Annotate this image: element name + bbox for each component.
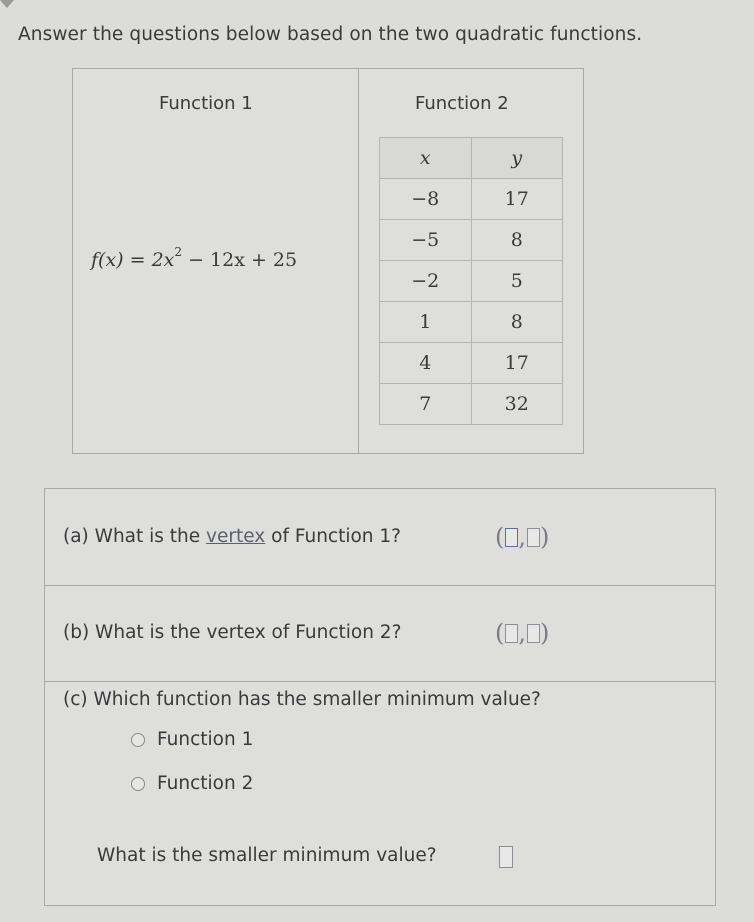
table-header-x: x — [380, 138, 472, 179]
table-cell-y: 8 — [471, 302, 563, 343]
table-cell-x: 7 — [380, 384, 472, 425]
table-header-row — [380, 138, 563, 179]
table-cell-x: −2 — [380, 261, 472, 302]
paren-open: ( — [495, 619, 506, 647]
paren-close: ) — [540, 523, 551, 551]
min-value-question: What is the smaller minimum value? — [97, 845, 437, 866]
functions-panel — [72, 68, 584, 454]
table-cell-y: 5 — [471, 261, 563, 302]
vertex-2-y-input[interactable] — [527, 624, 540, 643]
option-function-2[interactable] — [131, 773, 253, 794]
formula-rest: − 12x + 25 — [182, 249, 298, 271]
table-row — [380, 179, 563, 220]
question-a-prefix: (a) What is the — [63, 526, 207, 547]
comma: , — [518, 619, 528, 647]
option-function-1[interactable] — [131, 729, 253, 750]
comma: , — [518, 523, 528, 551]
table-cell-y: 32 — [471, 384, 563, 425]
formula-equals: = — [123, 249, 152, 271]
radio-circle-icon[interactable] — [131, 777, 145, 791]
table-cell-y: 8 — [471, 220, 563, 261]
question-a-text — [63, 526, 401, 547]
instructions-text: Answer the questions below based on the two quadratic functions. — [18, 24, 643, 45]
table-cell-x: 1 — [380, 302, 472, 343]
min-value-input[interactable] — [499, 846, 513, 868]
vertex-link[interactable]: vertex — [206, 526, 266, 547]
table-cell-x: −5 — [380, 220, 472, 261]
questions-panel — [44, 488, 716, 906]
table-row — [380, 261, 563, 302]
radio-circle-icon[interactable] — [131, 733, 145, 747]
vertex-1-x-input[interactable] — [505, 528, 518, 547]
vertex-1-y-input[interactable] — [527, 528, 540, 547]
formula-exponent: 2 — [174, 245, 183, 259]
question-b-row — [45, 585, 715, 682]
formula-lhs: f(x) — [91, 249, 124, 271]
table-cell-y: 17 — [471, 179, 563, 220]
vertex-1-answer — [495, 523, 550, 551]
table-header-y: y — [471, 138, 563, 179]
paren-close: ) — [540, 619, 551, 647]
table-row — [380, 220, 563, 261]
table-row — [380, 302, 563, 343]
table-row — [380, 384, 563, 425]
question-c-text: (c) Which function has the smaller minimum value? — [63, 689, 541, 710]
option-function-1-label: Function 1 — [157, 729, 254, 750]
menu-notch-icon[interactable] — [0, 0, 14, 10]
question-b-text: (b) What is the vertex of Function 2? — [63, 622, 402, 643]
vertex-2-answer — [495, 619, 550, 647]
formula-term1: 2x — [151, 249, 175, 271]
table-cell-x: −8 — [380, 179, 472, 220]
table-row — [380, 343, 563, 384]
table-cell-x: 4 — [380, 343, 472, 384]
function-1-heading: Function 1 — [159, 93, 253, 114]
function-2-heading: Function 2 — [415, 93, 509, 114]
table-cell-y: 17 — [471, 343, 563, 384]
function-2-table — [379, 137, 563, 425]
option-function-2-label: Function 2 — [157, 773, 254, 794]
paren-open: ( — [495, 523, 506, 551]
function-1-formula — [91, 245, 297, 271]
question-a-row — [45, 489, 715, 586]
vertex-2-x-input[interactable] — [505, 624, 518, 643]
question-a-suffix: of Function 1? — [265, 526, 402, 547]
column-divider — [358, 69, 359, 453]
